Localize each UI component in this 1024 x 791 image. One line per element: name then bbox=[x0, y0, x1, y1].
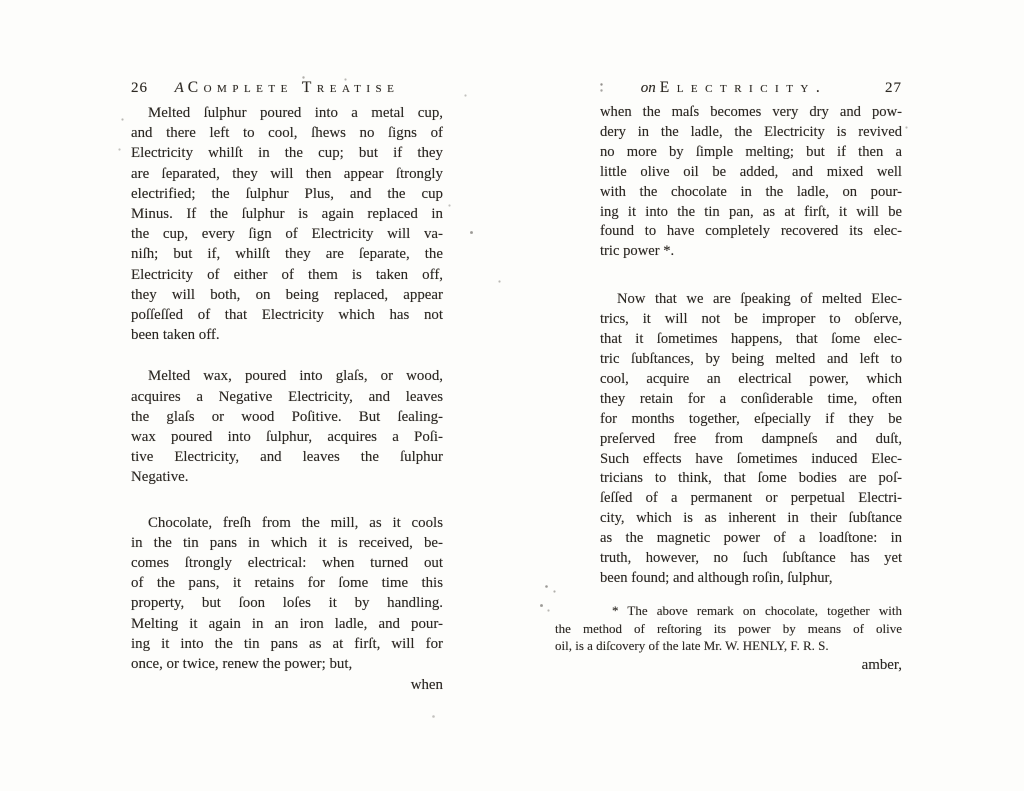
text-line: of the pans, it retains for ſome time this bbox=[131, 575, 443, 592]
paragraph bbox=[600, 103, 902, 262]
text-line: acquires a Negative Electricity, and leaves bbox=[131, 388, 443, 405]
text-line: ſeſſed of a permanent or perpetual Electri- bbox=[600, 490, 902, 507]
text-line: Melted ſulphur poured into a metal cup, bbox=[148, 105, 443, 121]
paragraph bbox=[131, 366, 443, 487]
text-line: Such effects have ſometimes induced Elec- bbox=[600, 450, 902, 467]
text-line: once, or twice, renew the power; but, bbox=[131, 656, 353, 673]
text-line: Electricity of either of them is taken off, bbox=[131, 266, 443, 283]
text-line: dery in the ladle, the Electricity is revived bbox=[600, 123, 902, 140]
text-line: Electricity whilſt in the cup; but if they bbox=[131, 145, 443, 162]
text-line: for months together, eſpecially if they be bbox=[600, 410, 902, 427]
text-line: tric ſubſtances, by being melted and left to bbox=[600, 350, 902, 367]
text-line: preſerved free from dampneſs and duſt, bbox=[600, 430, 902, 447]
text-line: ing it into the tin pan, as at firſt, it will be bbox=[600, 203, 902, 220]
text-line: Chocolate, freſh from the mill, as it cools bbox=[148, 514, 443, 531]
text-line: with the chocolate in the ladle, on pour- bbox=[600, 183, 902, 200]
running-title-text: Electricity. bbox=[659, 79, 828, 96]
running-title-text: Complete Treatise bbox=[187, 79, 400, 96]
right-running-title bbox=[600, 80, 868, 96]
running-title-prefix: A bbox=[174, 80, 184, 96]
text-line: are ſeparated, they will then appear ſtrongly bbox=[131, 165, 443, 182]
text-line: property, but ſoon loſes it by handling. bbox=[131, 595, 443, 612]
text-line: poſſeſſed of that Electricity which has not bbox=[131, 307, 443, 324]
text-line: found to have completely recovered its elec- bbox=[600, 223, 902, 240]
text-line: the cup, every ſign of Electricity will va- bbox=[131, 226, 443, 243]
left-page-text bbox=[131, 103, 443, 674]
text-line: city, which is as inherent in their ſubſtance bbox=[600, 510, 902, 527]
text-line: the glaſs or wood Poſitive. But ſealing- bbox=[131, 408, 443, 425]
right-page-text bbox=[600, 103, 902, 589]
paragraph bbox=[131, 103, 443, 345]
text-line: tric power *. bbox=[600, 243, 675, 260]
left-page bbox=[131, 80, 443, 695]
text-line: Melted wax, poured into glaſs, or wood, bbox=[148, 368, 443, 385]
text-line: when the maſs becomes very dry and pow- bbox=[600, 104, 902, 120]
text-line: oil, is a diſcovery of the late Mr. W. HENLY, F. R. S. bbox=[555, 638, 829, 654]
text-line: truth, however, no ſuch ſubſtance has yet bbox=[600, 550, 902, 567]
text-line: Melting it again in an iron ladle, and pour- bbox=[131, 615, 443, 632]
left-running-title bbox=[165, 80, 409, 96]
text-line: tive Electricity, and leaves the ſulphur bbox=[131, 449, 443, 466]
text-line: no more by ſimple melting; but if then a bbox=[600, 143, 902, 160]
text-line: Now that we are ſpeaking of melted Elec- bbox=[617, 291, 902, 308]
text-line: the method of reſtoring its power by means of olive bbox=[555, 620, 902, 636]
right-page bbox=[555, 79, 902, 674]
text-line: * The above remark on chocolate, together with bbox=[612, 602, 902, 618]
text-line: niſh; but if, whilſt they are ſeparate, the bbox=[131, 246, 443, 263]
left-catchword: when bbox=[410, 677, 443, 694]
text-line: wax poured into ſulphur, acquires a Poſi- bbox=[131, 429, 443, 446]
text-line: ing it into the tin pans as at firſt, will for bbox=[131, 635, 443, 652]
text-line: little olive oil be added, and mixed well bbox=[600, 163, 902, 180]
paragraph bbox=[131, 513, 443, 675]
text-line: they retain for a conſiderable time, often bbox=[600, 390, 902, 407]
right-running-header bbox=[600, 80, 902, 96]
footnote bbox=[555, 602, 902, 655]
text-line: Minus. If the ſulphur is again replaced in bbox=[131, 206, 443, 223]
text-line: as the magnetic power of a loadſtone: in bbox=[600, 530, 902, 547]
right-page-number: 27 bbox=[885, 80, 902, 96]
text-line: trics, it will not be improper to obſerve, bbox=[600, 311, 902, 328]
text-line: they will both, on being replaced, appear bbox=[131, 286, 443, 303]
left-running-header bbox=[131, 80, 443, 96]
text-line: cool, acquire an electrical power, which bbox=[600, 370, 902, 387]
running-title-prefix: on bbox=[640, 80, 656, 96]
text-line: and there left to cool, ſhews no ſigns of bbox=[131, 125, 443, 142]
text-line: comes ſtrongly electrical: when turned out bbox=[131, 555, 443, 572]
scan-noise bbox=[0, 0, 1, 1]
text-line: that it ſometimes happens, that ſome elec- bbox=[600, 331, 902, 348]
text-line: electrified; the ſulphur Plus, and the cup bbox=[131, 185, 443, 202]
text-line: been found; and although roſin, ſulphur, bbox=[600, 569, 833, 586]
text-line: tricians to think, that ſome bodies are poſ- bbox=[600, 470, 902, 487]
right-catchword: amber, bbox=[861, 656, 902, 673]
text-line: in the tin pans in which it is received, be- bbox=[131, 534, 443, 551]
paragraph bbox=[600, 290, 902, 589]
left-page-number: 26 bbox=[131, 80, 148, 96]
text-line: been taken off. bbox=[131, 327, 220, 344]
text-line: Negative. bbox=[131, 469, 189, 486]
